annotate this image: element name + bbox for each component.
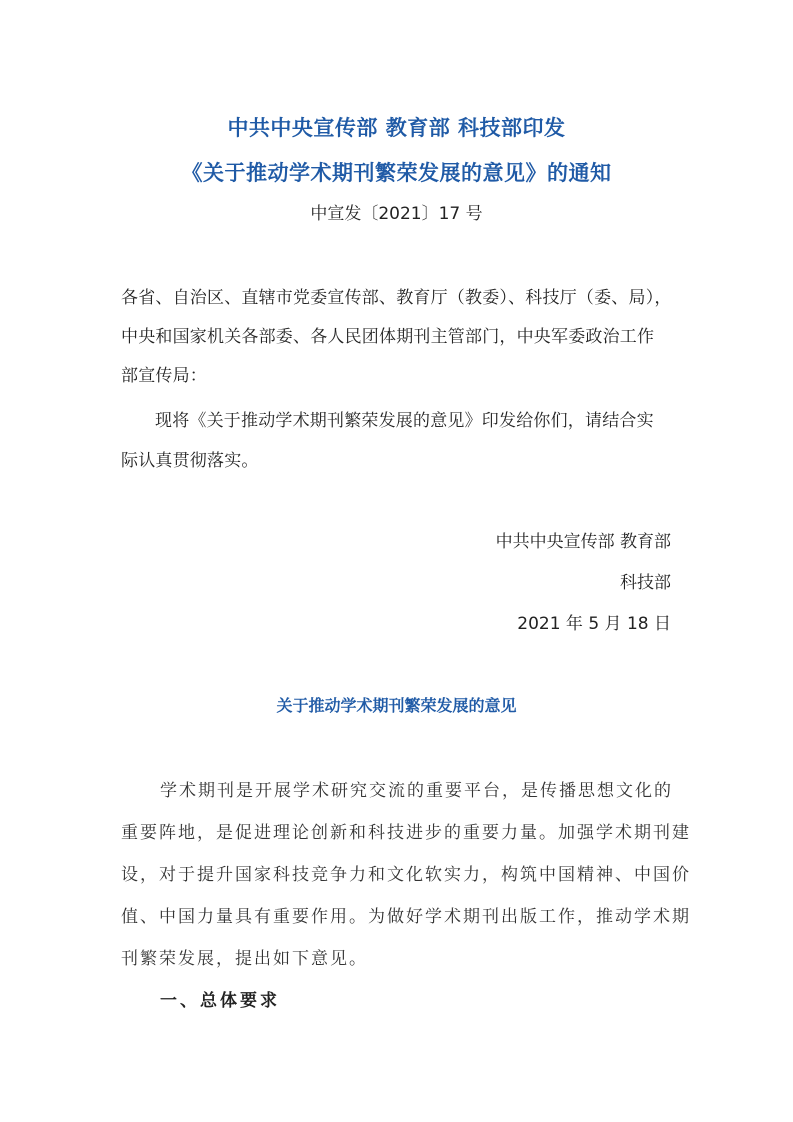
intro-line: 刊繁荣发展，提出如下意见。 bbox=[121, 949, 368, 969]
section-1-heading: 一、总体要求 bbox=[160, 991, 280, 1011]
intro-line: 设，对于提升国家科技竞争力和文化软实力，构筑中国精神、中国价 bbox=[121, 865, 691, 885]
addressee-line: 各省、自治区、直辖市党委宣传部、教育厅（教委）、科技厅（委、局）， bbox=[121, 288, 672, 308]
opinion-title: 关于推动学术期刊繁荣发展的意见 bbox=[276, 696, 517, 715]
notice-title-line-2: 《关于推动学术期刊繁荣发展的意见》的通知 bbox=[181, 161, 612, 185]
notice-title-line-1: 中共中央宣传部 教育部 科技部印发 bbox=[227, 116, 566, 140]
issue-date: 2021 年 5 月 18 日 bbox=[517, 614, 671, 634]
issuer-line-2: 科技部 bbox=[620, 573, 671, 593]
body-line: 际认真贯彻落实。 bbox=[121, 451, 259, 471]
body-line: 现将《关于推动学术期刊繁荣发展的意见》印发给你们，请结合实 bbox=[155, 411, 654, 431]
issuer-line-1: 中共中央宣传部 教育部 bbox=[495, 532, 671, 552]
intro-line: 重要阵地，是促进理论创新和科技进步的重要力量。加强学术期刊建 bbox=[121, 823, 691, 843]
addressee-line: 部宣传局： bbox=[121, 366, 207, 386]
addressee-line: 中央和国家机关各部委、各人民团体期刊主管部门，中央军委政治工作 bbox=[121, 327, 655, 347]
intro-line: 值、中国力量具有重要作用。为做好学术期刊出版工作，推动学术期 bbox=[121, 907, 691, 927]
document-number: 中宣发〔2021〕17 号 bbox=[310, 204, 483, 224]
intro-line: 学术期刊是开展学术研究交流的重要平台，是传播思想文化的 bbox=[160, 781, 673, 801]
